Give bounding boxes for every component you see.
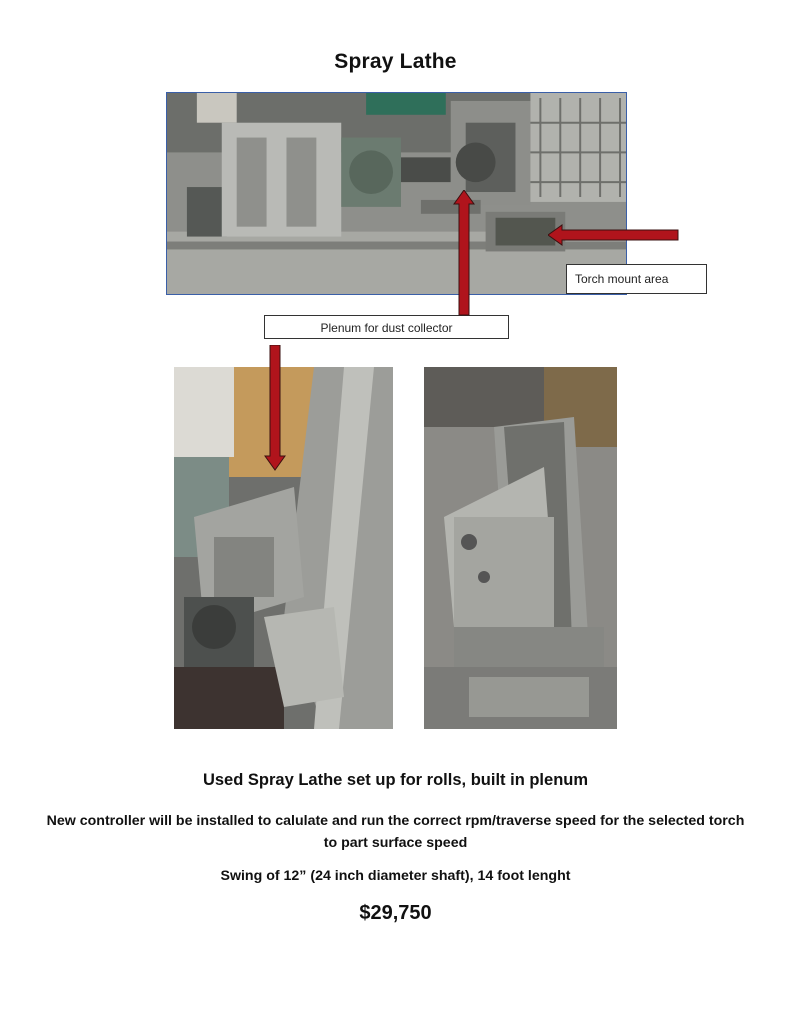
headline: Used Spray Lathe set up for rolls, built in plenum (202, 771, 589, 789)
price: $29,750 (359, 902, 432, 924)
page-title: Spray Lathe (334, 50, 457, 73)
description: New controller will be installed to calulate and run the correct rpm/traverse speed for the selected torch to part surface speed (46, 813, 745, 851)
torch-mount-arrow-icon (548, 224, 679, 246)
plenum-up-arrow-icon (453, 190, 475, 316)
lathe-carriage-photo (424, 367, 617, 729)
plenum-callout: Plenum for dust collector (264, 315, 509, 339)
lathe-overview-photo (166, 92, 627, 295)
plenum-down-arrow-icon (264, 345, 286, 471)
spec-line: Swing of 12” (24 inch diameter shaft), 14 foot lenght (220, 868, 571, 884)
torch-mount-callout: Torch mount area (566, 264, 707, 294)
